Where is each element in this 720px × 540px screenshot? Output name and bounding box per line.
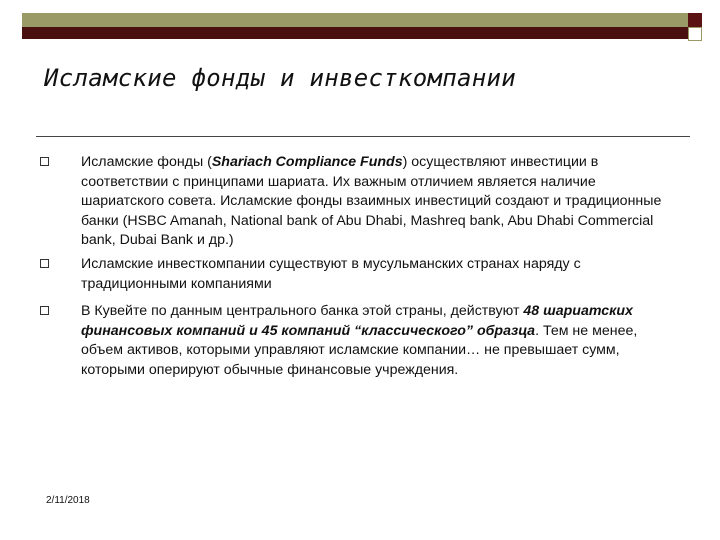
bullet-text (81, 255, 677, 294)
header-bar-maroon (22, 27, 688, 39)
bullet-segment-emphasis: 48 шариатских финансовых компаний и 45 компаний “классического” образца (81, 303, 633, 339)
title-divider (36, 136, 690, 137)
square-bullet-icon (40, 157, 49, 166)
header-bar-olive (22, 13, 688, 27)
bullet-segment: Исламские фонды ( (81, 154, 212, 170)
bullet-segment: . Тем не менее, объем активов, которыми управляют исламские компании… не превышает сумм, которыми оперируют обычные финансовые учреждения. (81, 322, 638, 378)
bullet-segment-emphasis: Shariach Compliance Funds (211, 154, 403, 170)
bullet-text (81, 153, 677, 251)
bullet-segment: В Кувейте по данным центрального банка этой страны, действуют (81, 303, 524, 319)
footer-date: 2/11/2018 (46, 495, 90, 506)
bullet-segment: Исламские инвесткомпании существуют в мусульманских странах наряду с традиционными компаниями (81, 256, 581, 292)
slide-title: Исламские фонды и инвесткомпании (44, 64, 516, 92)
bullet-text (81, 302, 677, 380)
header-square-filled (688, 13, 702, 27)
header-square-outline (688, 27, 702, 41)
square-bullet-icon (40, 306, 49, 315)
square-bullet-icon (40, 259, 49, 268)
bullet-segment: ) осуществляют инвестиции в соответствии с принципами шариата. Их важным отличием является наличие шариатского совета. Исламские фонды взаимных инвестиций создают и традиционные банки (HSBC Amanah, National bank of Abu Dhabi, Mashreq bank, Abu Dhabi Commercial bank, Dubai Bank и др.) (81, 154, 662, 248)
